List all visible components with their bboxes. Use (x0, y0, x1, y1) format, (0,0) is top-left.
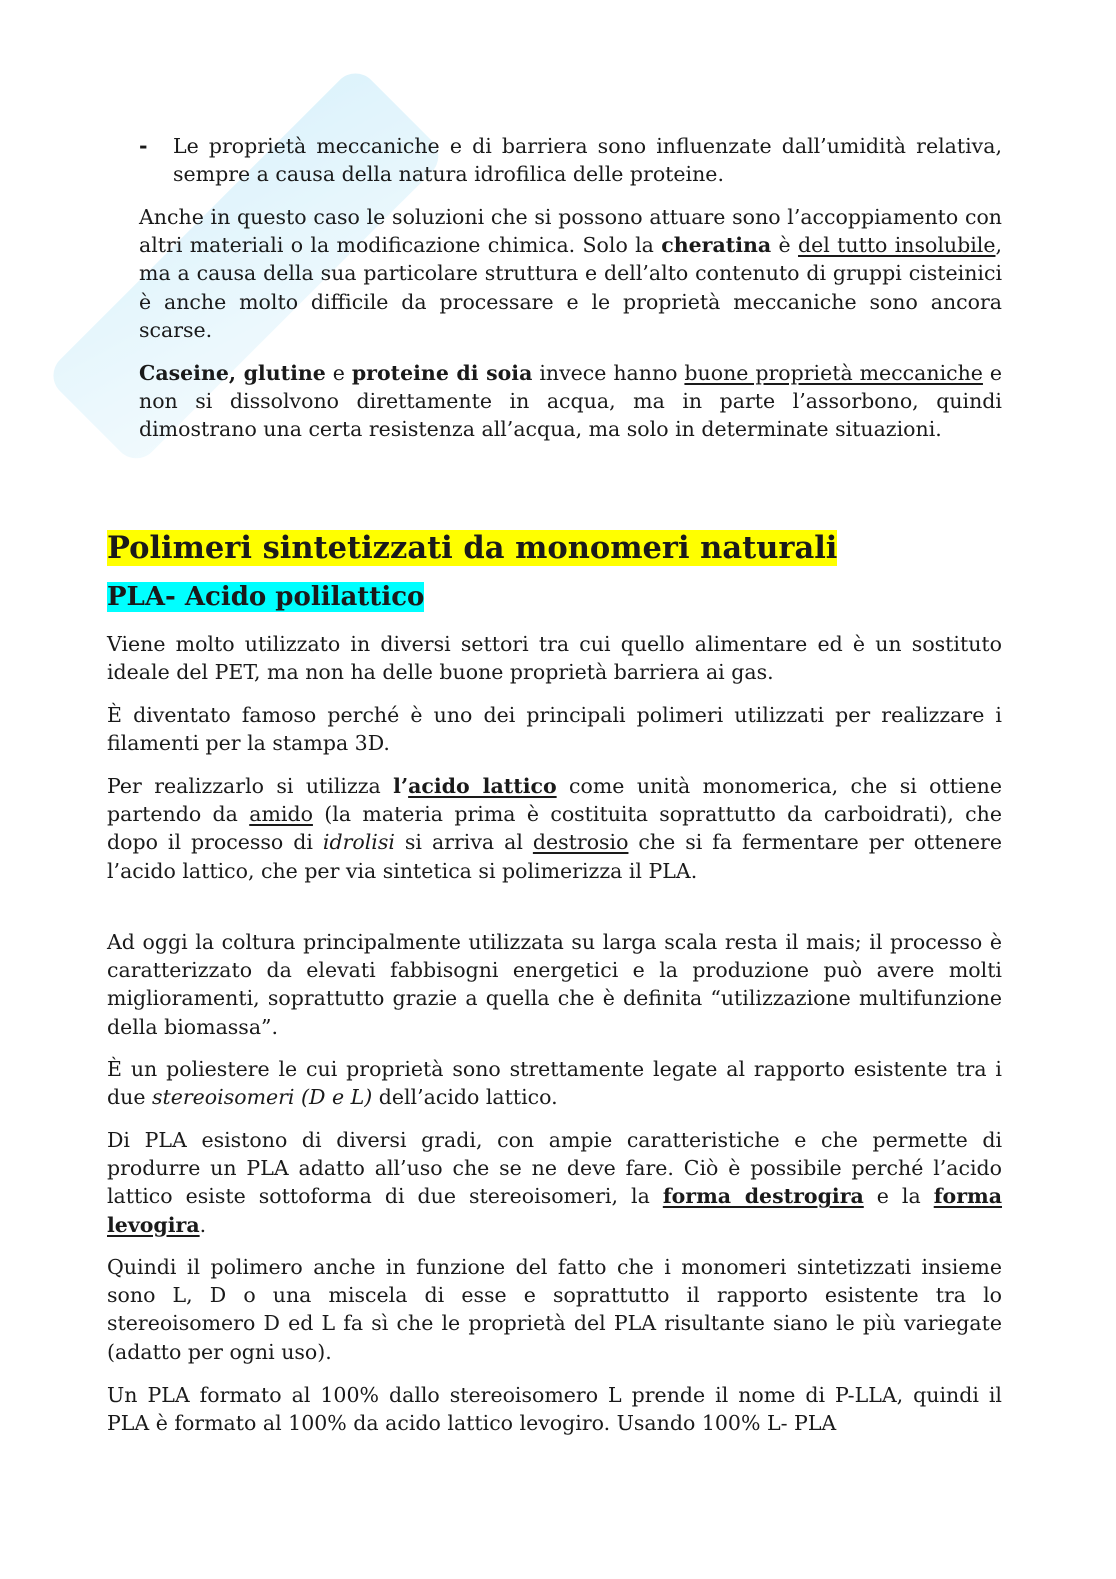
paragraph-pla-uses: Viene molto utilizzato in diversi settori tra cui quello alimentare ed è un sostituto ideale del PET, ma non ha delle buone proprietà barriera ai gas. (107, 632, 1002, 685)
paragraph-pla-mais: Ad oggi la coltura principalmente utilizzata su larga scala resta il mais; il processo è caratterizzato da elevati fabbisogni energetici e la produzione può avere molti miglioramenti, soprattutto grazie a quella che è definita “utilizzazione multifunzione della biomassa”. (107, 930, 1002, 1039)
paragraph-solutions: Anche in questo caso le soluzioni che si possono attuare sono l’accoppiamento con altri materiali o la modificazione chimica. Solo la cheratina è del tutto insolubile, ma a causa della sua particolare struttura e dell’alto contenuto di gruppi cisteinici è anche molto difficile da processare e le proprietà meccaniche sono ancora scarse. (139, 205, 1003, 342)
paragraph-caseine: Caseine, glutine e proteine di soia invece hanno buone proprietà meccaniche e non si dissolvono direttamente in acqua, ma in parte l’assorbono, quindi dimostrano una certa resistenza all’acqua, ma solo in determinate situazioni. (139, 361, 1003, 442)
paragraph-pla-plla: Un PLA formato al 100% dallo stereoisomero L prende il nome di P-LLA, quindi il PLA è formato al 100% da acido lattico levogiro. Usando 100% L- PLA (107, 1383, 1002, 1436)
paragraph-pla-poliestere: È un poliestere le cui proprietà sono strettamente legate al rapporto esistente tra i due stereoisomeri (D e L) dell’acido lattico. (107, 1057, 1002, 1110)
bullet-paragraph: Le proprietà meccaniche e di barriera sono influenzate dall’umidità relativa, sempre a causa della natura idrofilica delle proteine. (173, 134, 1002, 187)
paragraph-pla-production: Per realizzarlo si utilizza l’acido lattico come unità monomerica, che si ottiene partendo da amido (la materia prima è costituita soprattutto da carboidrati), che dopo il processo di idrolisi si arriva al destrosio che si fa fermentare per ottenere l’acido lattico, che per via sintetica si polimerizza il PLA. (107, 774, 1003, 883)
bullet-marker: - (139, 134, 148, 158)
paragraph-pla-rapporto: Quindi il polimero anche in funzione del fatto che i monomeri sintetizzati insieme sono L, D o una miscela di esse e soprattutto il rapporto esistente tra lo stereoisomero D ed L fa sì che le proprietà del PLA risultante siano le più variegate (adatto per ogni uso). (107, 1255, 1002, 1364)
subsection-heading: PLA- Acido polilattico (107, 582, 425, 612)
paragraph-pla-gradi: Di PLA esistono di diversi gradi, con ampie caratteristiche e che permette di produrre un PLA adatto all’uso che se ne deve fare. Ciò è possibile perché l’acido lattico esiste sottoforma di due stereoisomeri, la forma destrogira e la forma levogira. (107, 1128, 1002, 1237)
section-heading: Polimeri sintetizzati da monomeri naturali (107, 530, 838, 566)
paragraph-pla-3d: È diventato famoso perché è uno dei principali polimeri utilizzati per realizzare i filamenti per la stampa 3D. (107, 703, 1002, 756)
